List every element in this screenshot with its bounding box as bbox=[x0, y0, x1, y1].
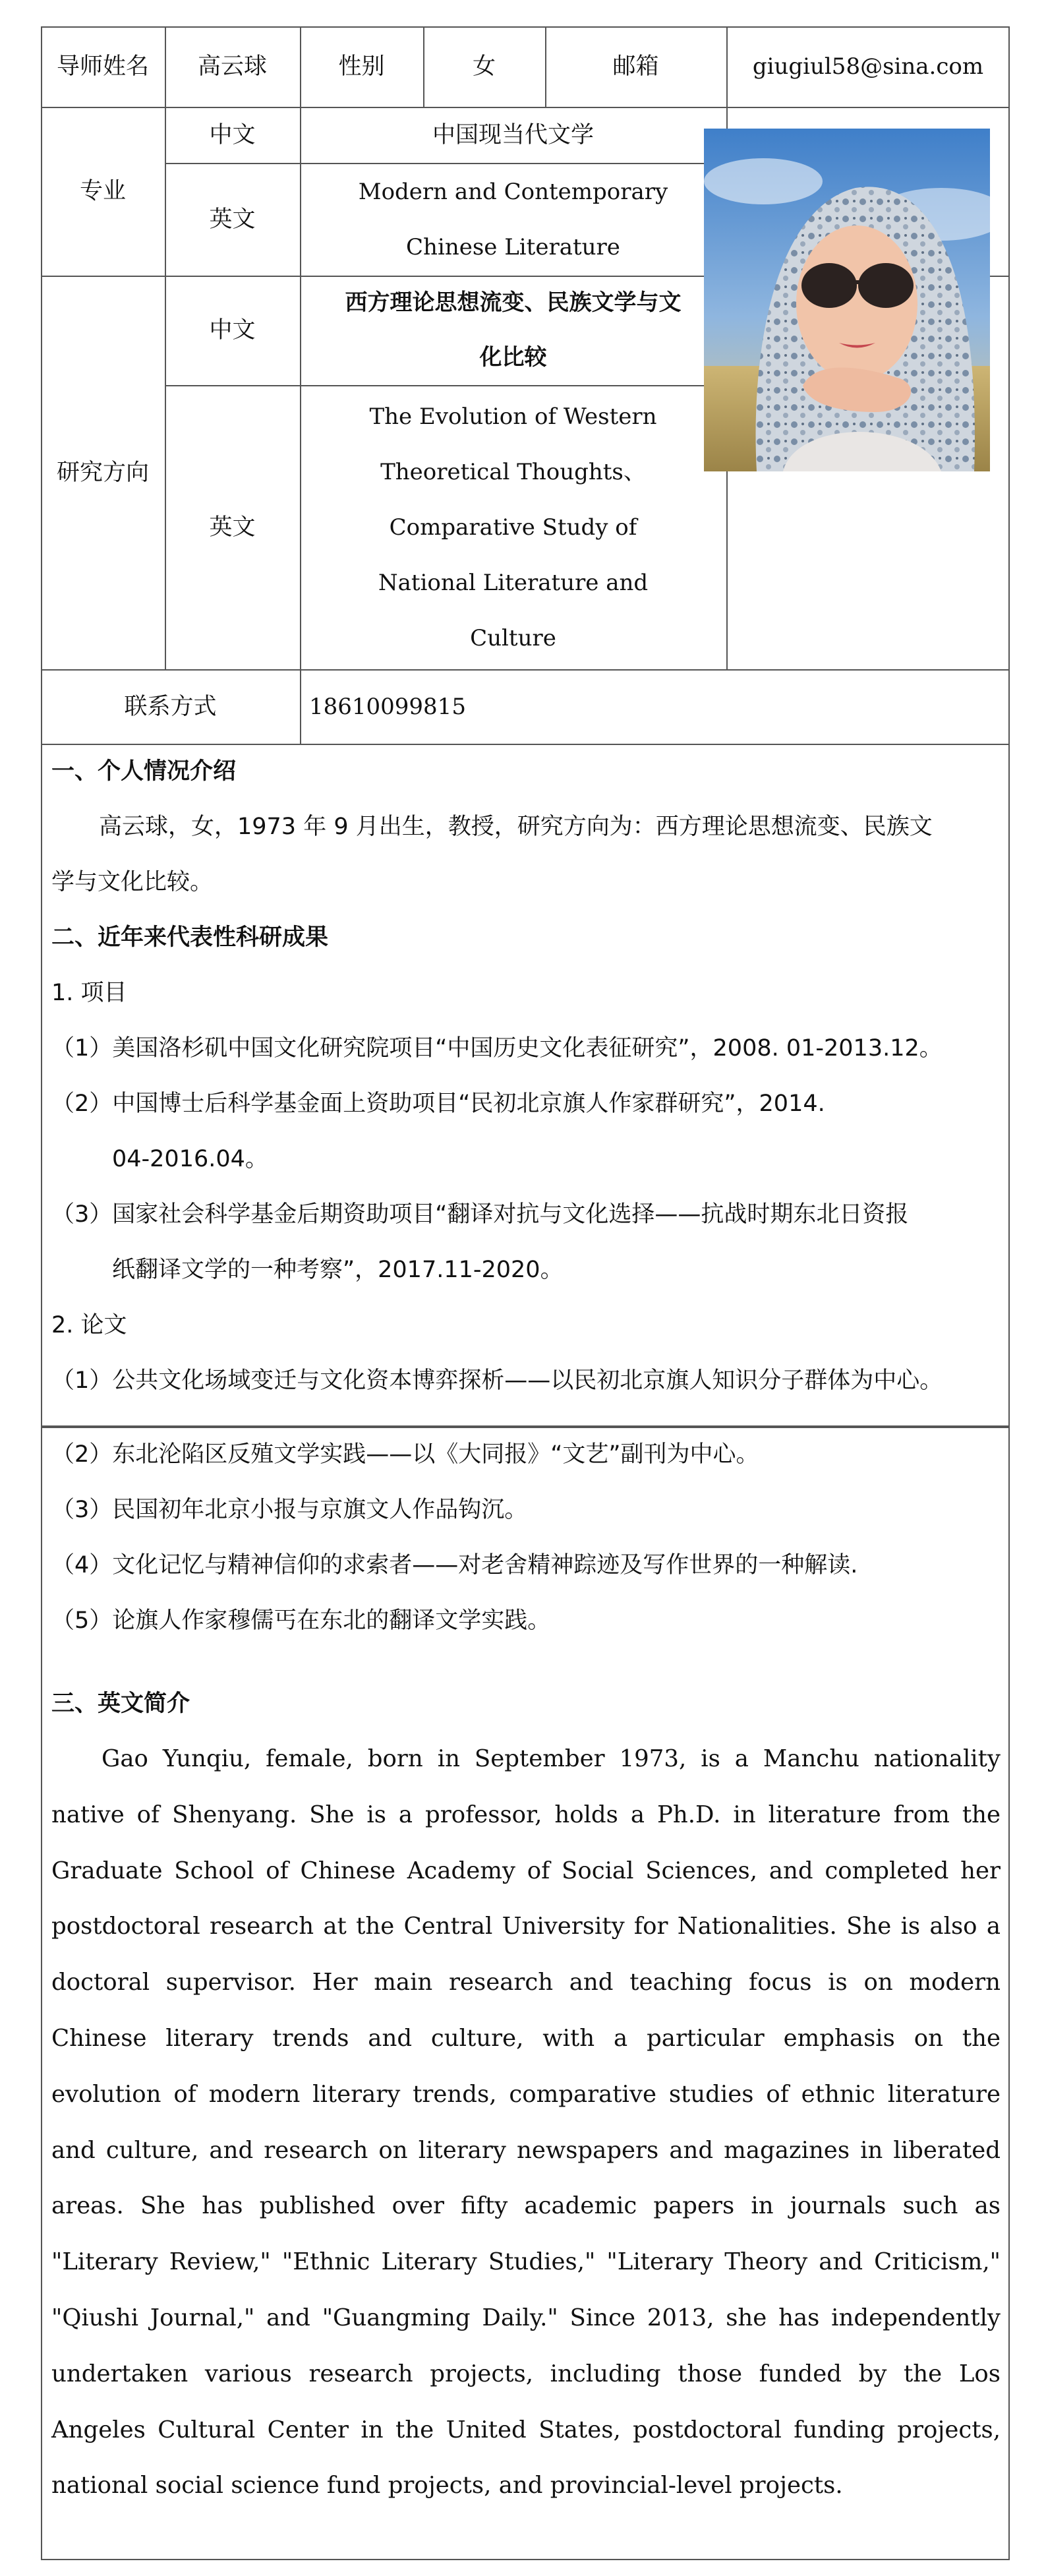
project-item: （1）美国洛杉矶中国文化研究院项目“中国历史文化表征研究”，2008. 01-2013.12。 bbox=[51, 1035, 943, 1062]
name-label: 导师姓名 bbox=[56, 53, 149, 80]
projects-heading: 1. 项目 bbox=[51, 980, 127, 1006]
table-border-right bbox=[1008, 26, 1010, 745]
major-label: 专业 bbox=[79, 178, 126, 204]
research-en-line: Comparative Study of bbox=[389, 514, 637, 541]
project-item: （3）国家社会科学基金后期资助项目“翻译对抗与文化选择——抗战时期东北日资报 bbox=[51, 1201, 909, 1228]
intro-section bbox=[51, 744, 1001, 1408]
paper-item: （4）文化记忆与精神信仰的求索者——对老舍精神踪迹及写作世界的一种解读. bbox=[51, 1552, 858, 1578]
research-en-line: The Evolution of Western bbox=[369, 403, 657, 430]
results-heading: 二、近年来代表性科研成果 bbox=[51, 924, 329, 951]
major-cn-value: 中国现当代文学 bbox=[432, 121, 594, 148]
english-heading-wrap bbox=[51, 1676, 1001, 1731]
project-item-cont: 04-2016.04。 bbox=[112, 1146, 268, 1172]
contact-value: 18610099815 bbox=[309, 693, 466, 720]
papers-continued bbox=[51, 1427, 1001, 1648]
english-bio: Gao Yunqiu, female, born in September 1973, is a Manchu nationality native of Shenyang. She is a professor, holds a Ph.D. in literature from the Graduate School of Chinese Academy of Social Sciences, and completed her postdoctoral research at the Central University for Nationalities. She is also a doctoral supervisor. Her main research and teaching focus is on modern Chinese literary trends and culture, with a particular emphasis on the evolution of modern literary trends, comparative studies of ethnic literature and culture, and research on literary newspapers and magazines in liberated areas. She has published over fifty academic papers in journals such as "Literary Review," "Ethnic Literary Studies," "Literary Theory and Criticism," "Qiushi Journal," and "Guangming Daily." Since 2013, she has independently undertaken various research projects, including those funded by the Los Angeles Cultural Center in the United States, postdoctoral funding projects, national social science fund projects, and provincial-level projects. bbox=[51, 1745, 1001, 2500]
project-item: （2）中国博士后科学基金面上资助项目“民初北京旗人作家群研究”，2014. bbox=[51, 1091, 825, 1117]
name-value: 高云球 bbox=[197, 53, 267, 80]
gender-label: 性别 bbox=[338, 53, 385, 80]
research-en-line: Culture bbox=[470, 624, 556, 651]
major-cn-label: 中文 bbox=[209, 121, 256, 148]
portrait-image bbox=[704, 129, 990, 471]
research-cn-line: 化比较 bbox=[479, 344, 547, 371]
email-label: 邮箱 bbox=[612, 53, 659, 80]
research-en-value bbox=[300, 385, 726, 669]
email-value: giugiul58@sina.com bbox=[752, 53, 984, 80]
english-heading: 三、英文简介 bbox=[51, 1691, 190, 1717]
major-en-label: 英文 bbox=[209, 206, 256, 233]
major-en-line: Modern and Contemporary bbox=[358, 178, 668, 205]
intro-heading: 一、个人情况介绍 bbox=[51, 758, 237, 785]
research-en-line: Theoretical Thoughts、 bbox=[380, 458, 646, 485]
research-cn-label: 中文 bbox=[209, 317, 256, 344]
paper-item: （3）民国初年北京小报与京旗文人作品钩沉。 bbox=[51, 1497, 528, 1523]
contact-label: 联系方式 bbox=[124, 693, 217, 720]
papers-heading: 2. 论文 bbox=[51, 1312, 127, 1338]
research-en-label: 英文 bbox=[209, 514, 256, 541]
gender-value: 女 bbox=[472, 53, 496, 80]
paper-item: （5）论旗人作家穆儒丐在东北的翻译文学实践。 bbox=[51, 1607, 551, 1634]
major-en-value bbox=[300, 163, 726, 276]
project-item-cont: 纸翻译文学的一种考察”，2017.11-2020。 bbox=[112, 1257, 564, 1283]
major-en-line: Chinese Literature bbox=[406, 233, 620, 260]
intro-line: 学与文化比较。 bbox=[51, 869, 214, 895]
research-en-line: National Literature and bbox=[378, 569, 649, 596]
paper-item: （1）公共文化场域变迁与文化资本博弈探析——以民初北京旗人知识分子群体为中心。 bbox=[51, 1367, 943, 1394]
research-cn-line: 西方理论思想流变、民族文学与文 bbox=[345, 289, 682, 316]
intro-line: 高云球，女，1973 年 9 月出生，教授，研究方向为：西方理论思想流变、民族文 bbox=[99, 814, 933, 840]
portrait-photo bbox=[704, 129, 990, 471]
research-cn-value bbox=[300, 276, 726, 385]
research-label: 研究方向 bbox=[56, 459, 149, 486]
paper-item: （2）东北沦陷区反殖文学实践——以《大同报》“文艺”副刊为中心。 bbox=[51, 1441, 759, 1468]
